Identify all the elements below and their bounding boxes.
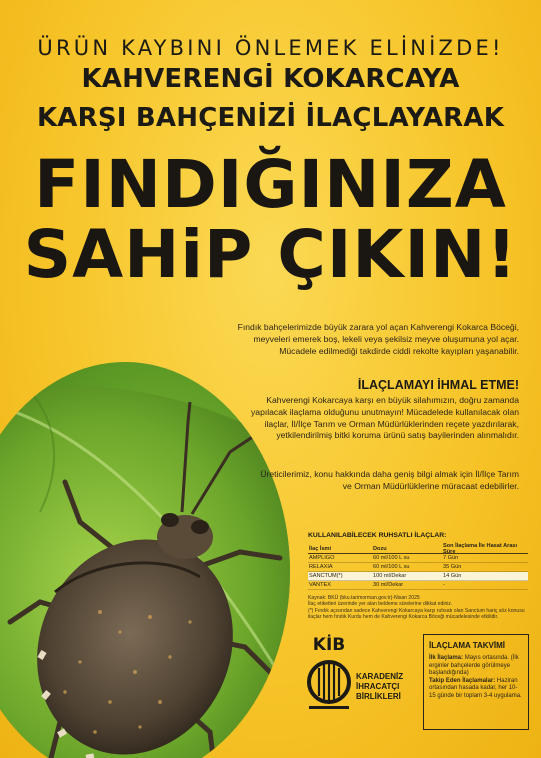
table-cell: 100 ml/Dekar xyxy=(373,573,407,579)
org-name-line: KARADENİZ xyxy=(356,672,404,681)
table-title: KULLANILABİLECEK RUHSATLI İLAÇLAR: xyxy=(308,532,447,539)
label-note: İlaç etiketleri üzerinde yer alan beldeme sürelerine dikkat ediniz. xyxy=(308,601,453,608)
first-spray-label: İlk İlaçlama: xyxy=(429,655,464,661)
sanctum-note: (*) Fındık açısından sadece Kahverengi Kokarcaya karşı ruhsatı olan Sanctum hariç söz konusu ilaçlar hem fındık Kurdu hem de Kahverengi Kokarca Böceği mücadelesinde etkilidir. xyxy=(308,607,525,621)
header-cell: Dozu xyxy=(373,546,387,552)
schedule-body xyxy=(429,655,523,701)
stink-bug-illustration xyxy=(0,362,290,758)
table-row xyxy=(308,581,528,590)
headline-line-2: SAHiP ÇIKIN! xyxy=(23,216,518,293)
first-spray-text: Mayıs ortasında. (İlk erginler bahçelerde görülmeye başlandığında) xyxy=(429,655,519,677)
pesticide-paragraph: Kahverengi Kokarcaya karşı en büyük silahımızın, doğru zamanda yapılacak ilaçlama olduğunu unutmayın! Mücadelede kullanılacak olan ilaçlar, İl/İlçe Tarım ve Orman Müdürlüklerinden reçete yazdırılarak, yetkilendirilmiş bitki koruma ürünü satış bayilerinden alınmalıdır. xyxy=(251,395,520,441)
kib-logo-text: KİB xyxy=(312,635,346,655)
intro-paragraph: Fındık bahçelerimizde büyük zarara yol açan Kahverengi Kokarca Böceği, meyveleri emerek boş, lekeli veya şekilsiz meyve oluşumuna yol açar. Mücadele edilmediği takdirde ciddi rekolte kayıpları yaşanabilir. xyxy=(237,322,519,356)
warning-heading: İLAÇLAMAYI İHMAL ETME! xyxy=(357,378,519,392)
contact-paragraph: Üreticilerimiz, konu hakkında daha geniş bilgi almak için İl/İlçe Tarım ve Orman Müdürlüklerine müracaat edebilirler. xyxy=(260,469,519,491)
subtitle-line-2: KARŞI BAHÇENİZİ İLAÇLAYARAK xyxy=(36,103,505,133)
table-cell: RELAXIA xyxy=(309,564,333,570)
org-name-line: BİRLİKLERİ xyxy=(356,692,401,701)
table-cell: - xyxy=(443,582,445,588)
table-cell: 60 ml/100 L su xyxy=(373,564,410,570)
table-row xyxy=(308,554,528,563)
table-cell: 35 Gün xyxy=(443,564,462,570)
headline-line-1: FINDIĞINIZA xyxy=(34,146,507,223)
kib-logo xyxy=(306,632,352,727)
table-cell: 30 ml/Dekar xyxy=(373,582,404,588)
follow-up-text: Haziran ortasından hasada kadar, her 10-15 günde bir toplam 3-4 uygulama. xyxy=(429,677,522,699)
table-cell: VANTEX xyxy=(309,582,331,588)
table-cell: 7 Gün xyxy=(443,555,459,561)
org-name-line: İHRACATÇI xyxy=(356,682,400,691)
table-row xyxy=(308,572,528,581)
table-row xyxy=(308,563,528,572)
pesticide-table xyxy=(308,532,528,621)
schedule-title: İLAÇLAMA TAKVİMİ xyxy=(429,641,505,650)
organization-name xyxy=(356,672,416,702)
table-notes xyxy=(308,595,528,621)
table-cell: SANCTUM(*) xyxy=(309,573,343,579)
table-cell: AMPLIGO xyxy=(309,555,335,561)
source-note: Kaynak: BKÜ (bku.tarimorman.gov.tr)-Nisan 2025 xyxy=(308,595,420,601)
tagline: ÜRÜN KAYBINI ÖNLEMEK ELİNİZDE! xyxy=(37,36,504,60)
header-cell: Son İlaçlama İle Hasat Arası Süre xyxy=(443,543,518,555)
spraying-schedule-box xyxy=(423,634,529,730)
table-header-row xyxy=(308,545,528,554)
follow-up-label: Takip Eden İlaçlamalar: xyxy=(429,677,496,684)
subtitle-line-1: KAHVERENGİ KOKARCAYA xyxy=(81,64,460,94)
table-cell: 14 Gün xyxy=(443,573,462,579)
header-cell: İlaç İsmi xyxy=(309,546,332,552)
table-cell: 60 ml/100 L su xyxy=(373,555,410,561)
stink-bug-photo xyxy=(0,362,290,758)
